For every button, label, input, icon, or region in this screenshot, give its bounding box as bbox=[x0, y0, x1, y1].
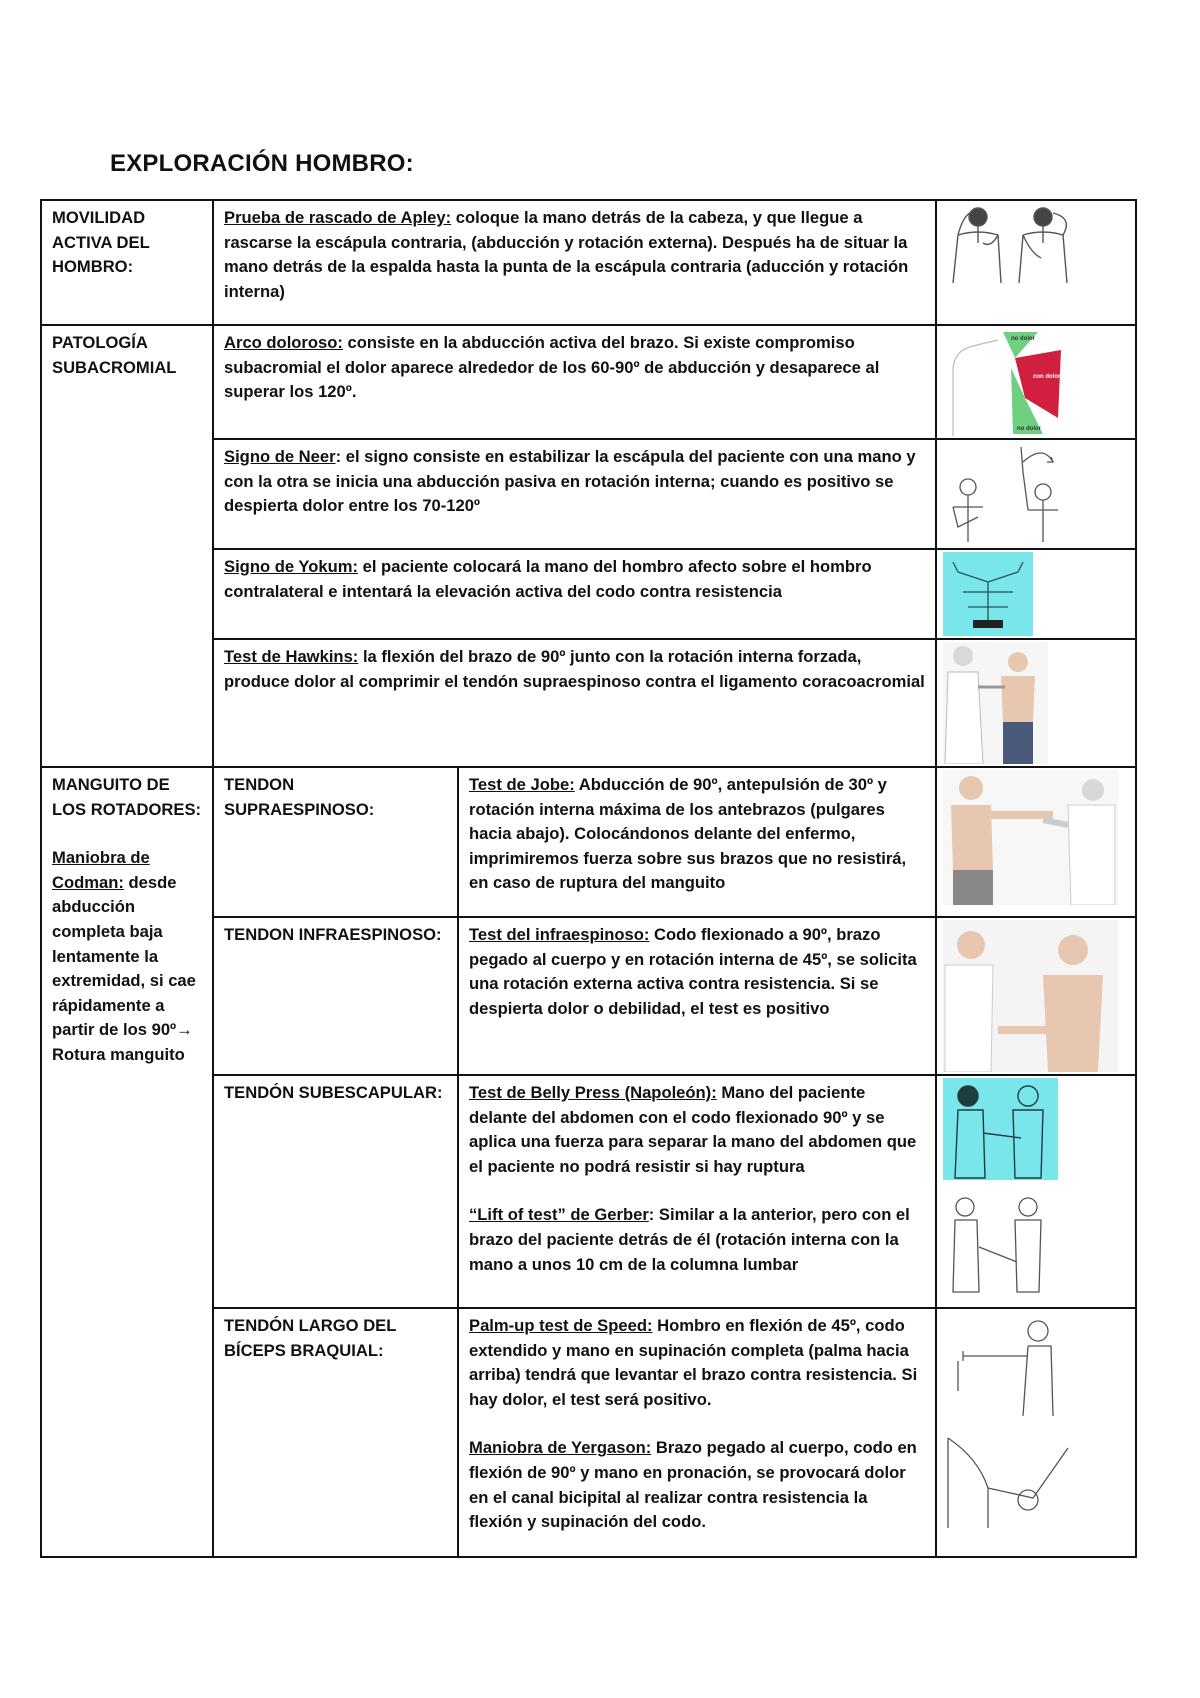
manguito-label: MANGUITO DE LOS ROTADORES: bbox=[52, 775, 202, 819]
codman-test-name: Maniobra de Codman: bbox=[52, 848, 150, 892]
page-title: EXPLORACIÓN HOMBRO: bbox=[110, 150, 414, 177]
exploration-table bbox=[40, 199, 1137, 1558]
arco-cell bbox=[213, 325, 936, 439]
row-label-manguito bbox=[41, 767, 213, 1557]
neer-sign-illustration-icon bbox=[943, 442, 1078, 546]
biceps-cell bbox=[458, 1308, 936, 1557]
hawkins-cell bbox=[213, 639, 936, 767]
yergason-test-text: Brazo pegado al cuerpo, codo en flexión de 90º y mano en pronación, se provocará dolor en el canal bicipital al realizar contra resistencia la flexión y supinación del codo. bbox=[469, 1438, 917, 1532]
row-arco bbox=[41, 325, 1136, 439]
row-supra bbox=[41, 767, 1136, 917]
infra-image-cell bbox=[936, 917, 1136, 1075]
apley-test-name: Prueba de rascado de Apley: bbox=[224, 208, 452, 227]
yokum-sign-illustration-icon bbox=[943, 552, 1033, 636]
neer-test-text: : el signo consiste en estabilizar la escápula del paciente con una mano y con la otra se inicia una abducción pasiva en rotación interna; cuando es positivo se despierta dolor entre los 70-120º bbox=[224, 447, 916, 516]
neer-image-cell bbox=[936, 439, 1136, 549]
arc-zone-mid-label: con dolor bbox=[1033, 374, 1061, 380]
biceps-image-cell bbox=[936, 1308, 1136, 1557]
jobe-test-photo-icon bbox=[943, 770, 1118, 905]
hawkins-test-text: la flexión del brazo de 90º junto con la rotación interna forzada, produce dolor al comprimir el tendón supraespinoso contra el ligamento coracoacromial bbox=[224, 647, 925, 691]
apley-test-text: coloque la mano detrás de la cabeza, y que llegue a rascarse la escápula contraria, (abducción y rotación externa). Después ha de situar la mano detrás de la espalda hasta la punta de la escápula contraria (aducción y rotación interna) bbox=[224, 208, 909, 301]
arco-test-text: consiste en la abducción activa del brazo. Si existe compromiso subacromial el dolor aparece alrededor de los 60-90º de abducción y desaparece al superar los 120º. bbox=[224, 333, 880, 402]
arco-test-name: Arco doloroso: bbox=[224, 333, 343, 352]
subesc-cell bbox=[458, 1075, 936, 1308]
speed-test-name: Palm-up test de Speed: bbox=[469, 1316, 653, 1335]
infra-cell bbox=[458, 917, 936, 1075]
belly-press-test-name: Test de Belly Press (Napoleón): bbox=[469, 1083, 717, 1102]
arc-zone-top-label: no dolor bbox=[1011, 336, 1035, 342]
tendon-infra-label: TENDON INFRAESPINOSO: bbox=[213, 917, 458, 1075]
hawkins-image-cell bbox=[936, 639, 1136, 767]
tendon-biceps-label: TENDÓN LARGO DEL BÍCEPS BRAQUIAL: bbox=[213, 1308, 458, 1557]
tendon-supra-label: TENDON SUPRAESPINOSO: bbox=[213, 767, 458, 917]
infra-test-name: Test del infraespinoso: bbox=[469, 925, 650, 944]
yergason-test-name: Maniobra de Yergason: bbox=[469, 1438, 652, 1458]
row-label-movilidad: MOVILIDAD ACTIVA DEL HOMBRO: bbox=[41, 200, 213, 325]
row-movilidad bbox=[41, 200, 1136, 325]
yokum-test-name: Signo de Yokum: bbox=[224, 557, 358, 576]
gerber-lift-off-illustration-icon bbox=[943, 1192, 1058, 1297]
yokum-test-text: el paciente colocará la mano del hombro afecto sobre el hombro contralateral e intentará la elevación activa del codo contra resistencia bbox=[224, 557, 872, 601]
hawkins-test-photo-icon bbox=[943, 642, 1048, 764]
painful-arc-diagram-icon bbox=[943, 328, 1063, 436]
hawkins-test-name: Test de Hawkins: bbox=[224, 647, 359, 666]
gerber-test-name: “Lift of test” de Gerber bbox=[469, 1205, 649, 1225]
belly-press-illustration-icon bbox=[943, 1078, 1058, 1180]
jobe-cell bbox=[458, 767, 936, 917]
infra-test-text: Codo flexionado a 90º, brazo pegado al cuerpo y en rotación interna de 45º, se solicita una rotación externa activa contra resistencia. Si se despierta dolor o debilidad, el test es positivo bbox=[469, 925, 917, 1018]
tendon-subesc-label: TENDÓN SUBESCAPULAR: bbox=[213, 1075, 458, 1308]
jobe-test-text: Abducción de 90º, antepulsión de 30º y rotación interna máxima de los antebrazos (pulgares hacia abajo). Colocándonos delante del enfermo, imprimiremos fuerza sobre sus brazos que no resistirá, en caso de ruptura del manguito bbox=[469, 775, 907, 893]
belly-press-test-text: Mano del paciente delante del abdomen con el codo flexionado 90º y se aplica una fuerza para separar la mano del abdomen que el paciente no podrá resistir si hay ruptura bbox=[469, 1083, 917, 1176]
subesc-image-cell bbox=[936, 1075, 1136, 1308]
infraspinatus-test-photo-icon bbox=[943, 920, 1118, 1072]
apley-illustration-icon bbox=[943, 203, 1078, 291]
apley-image-cell bbox=[936, 200, 1136, 325]
jobe-image-cell bbox=[936, 767, 1136, 917]
neer-cell bbox=[213, 439, 936, 549]
row-label-subacromial: PATOLOGÍA SUBACROMIAL bbox=[41, 325, 213, 767]
speed-test-illustration-icon bbox=[943, 1311, 1068, 1416]
arrow-right-icon: → bbox=[176, 1020, 193, 1040]
codman-test-text: desde abducción completa baja lentamente la extremidad, si cae rápidamente a partir de los 90º bbox=[52, 872, 196, 1040]
jobe-test-name: Test de Jobe: bbox=[469, 775, 575, 794]
yokum-image-cell bbox=[936, 549, 1136, 639]
arco-image-cell bbox=[936, 325, 1136, 439]
speed-test-text: Hombro en flexión de 45º, codo extendido y mano en supinación completa (palma hacia arriba) tendrá que levantar el brazo contra resistencia. Si hay dolor, el test será positivo. bbox=[469, 1316, 918, 1409]
yergason-illustration-icon bbox=[943, 1428, 1078, 1528]
neer-test-name: Signo de Neer bbox=[224, 447, 336, 466]
codman-result-text: Rotura manguito bbox=[52, 1044, 185, 1064]
gerber-test-text: : Similar a la anterior, pero con el brazo del paciente detrás de él (rotación interna con la mano a unos 10 cm de la columna lumbar bbox=[469, 1205, 910, 1274]
yokum-cell bbox=[213, 549, 936, 639]
arc-zone-bottom-label: no dolor bbox=[1017, 426, 1041, 432]
apley-cell bbox=[213, 200, 936, 325]
